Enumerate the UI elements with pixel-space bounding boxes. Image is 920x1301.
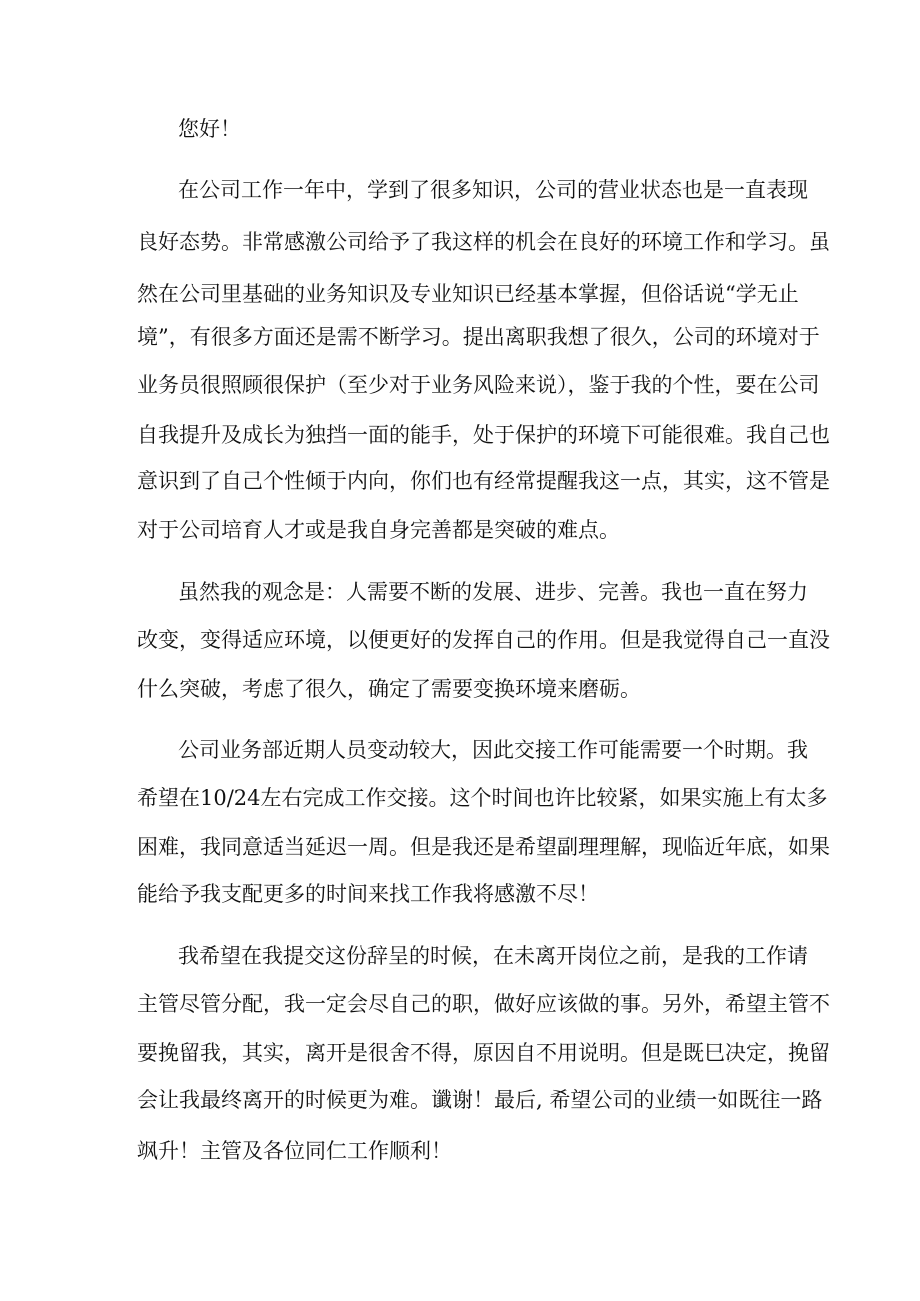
paragraph-text: 要挽留我，其实，离开是很舍不得，原因自不用说明。但是既巳决定，挽留 — [137, 1041, 830, 1065]
paragraph-3-line-1 — [0, 735, 920, 765]
paragraph-text: 能给予我支配更多的时间来找工作我将感激不尽！ — [137, 882, 599, 906]
greeting: 您好！ — [178, 117, 241, 141]
paragraph-1-line-5 — [0, 370, 920, 400]
paragraph-text: 会让我最终离开的时候更为难。谶谢！最后, 希望公司的业绩一如既往一路 — [137, 1088, 823, 1112]
paragraph-text: 在公司工作一年中，学到了很多知识，公司的营业状态也是一直表现 — [178, 178, 808, 202]
paragraph-text: 意识到了自己个性倾于内向，你们也有经常提醒我这一点，其实，这不管是 — [137, 469, 830, 493]
paragraph-text: 对于公司培育人才或是我自身完善都是突破的难点。 — [137, 518, 620, 542]
paragraph-2-line-2 — [0, 625, 920, 655]
paragraph-text: 良好态势。非常感激公司给予了我这样的机会在良好的环境工作和学习。虽 — [137, 230, 830, 254]
paragraph-text: 公司业务部近期人员变动较大，因此交接工作可能需要一个时期。我 — [178, 738, 808, 762]
paragraph-text: 困难，我同意适当延迟一周。但是我还是希望副理理解，现临近年底，如果 — [137, 835, 830, 859]
paragraph-1-line-7 — [0, 466, 920, 496]
paragraph-1-line-3 — [0, 279, 920, 309]
paragraph-text: 飒升！主管及各位同仁工作顺利！ — [137, 1139, 452, 1163]
paragraph-1-line-4 — [0, 322, 920, 352]
paragraph-4-line-1 — [0, 941, 920, 971]
paragraph-2-line-1 — [0, 577, 920, 607]
paragraph-text: 虽然我的观念是：人需要不断的发展、进步、完善。我也一直在努力 — [178, 580, 808, 604]
paragraph-text: 然在公司里基础的业务知识及专业知识已经基本掌握，但俗话说“学无止 — [137, 282, 799, 306]
paragraph-text: 自我提升及成长为独挡一面的能手，处于保护的环境下可能很难。我自己也 — [137, 423, 830, 447]
paragraph-4-line-5 — [0, 1136, 920, 1166]
paragraph-1-line-2 — [0, 227, 920, 257]
paragraph-1-line-1 — [0, 175, 920, 205]
paragraph-2-line-3 — [0, 674, 920, 704]
paragraph-3-line-2 — [0, 783, 920, 813]
paragraph-4-line-3 — [0, 1038, 920, 1068]
paragraph-3-line-4 — [0, 879, 920, 909]
paragraph-text: 我希望在我提交这份辞呈的时候，在未离开岗位之前，是我的工作请 — [178, 944, 808, 968]
paragraph-text: 改变，变得适应环境，以便更好的发挥自己的作用。但是我觉得自己一直没 — [137, 628, 830, 652]
paragraph-text: 境”，有很多方面还是需不断学习。提出离职我想了很久，公司的环境对于 — [137, 325, 820, 349]
paragraph-text: 希望在10/24左右完成工作交接。这个时间也许比较紧，如果实施上有太多 — [137, 786, 828, 810]
paragraph-text: 业务员很照顾很保护（至少对于业务风险来说），鉴于我的个性，要在公司 — [137, 373, 820, 397]
paragraph-text: 主管尽管分配，我一定会尽自己的职，做好应该做的事。另外，希望主管不 — [137, 992, 830, 1016]
paragraph-1-line-6 — [0, 420, 920, 450]
greeting-line — [0, 114, 920, 144]
paragraph-3-line-3 — [0, 832, 920, 862]
paragraph-4-line-4 — [0, 1085, 920, 1115]
paragraph-text: 什么突破，考虑了很久，确定了需要变换环境来磨砺。 — [137, 677, 641, 701]
paragraph-1-line-8 — [0, 515, 920, 545]
paragraph-4-line-2 — [0, 989, 920, 1019]
